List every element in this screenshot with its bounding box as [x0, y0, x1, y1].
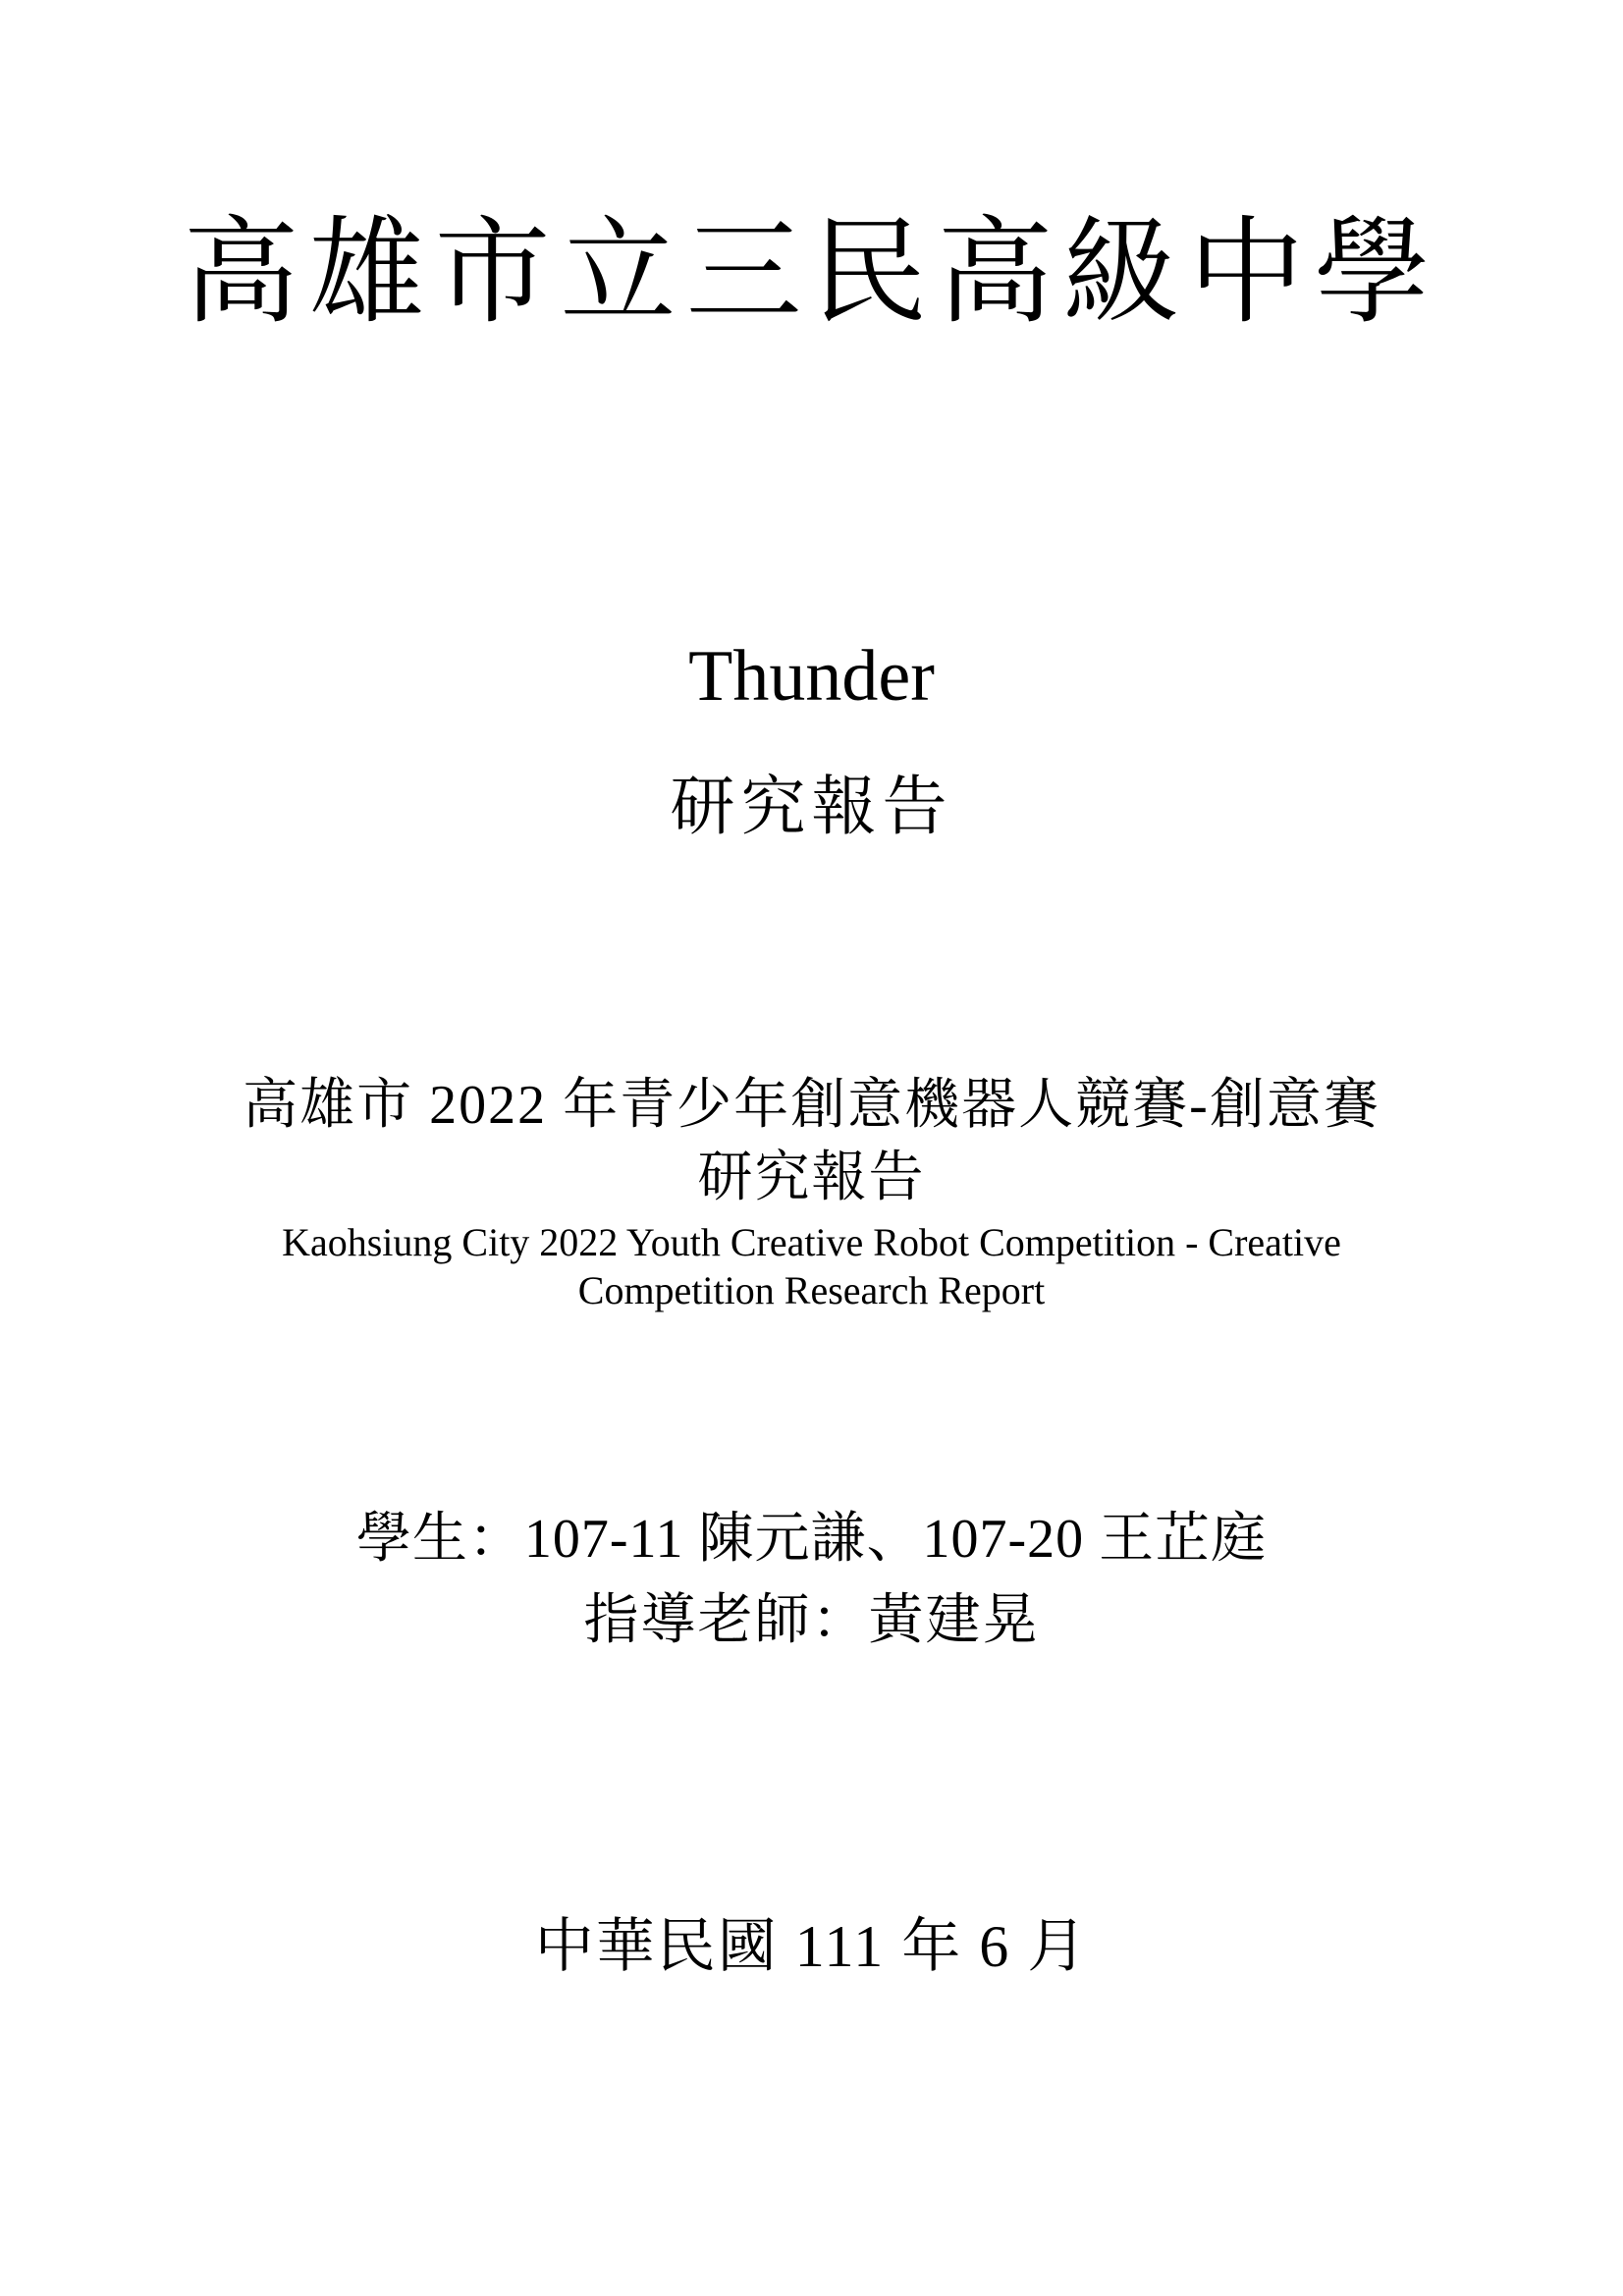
competition-title-english-line-2: Competition Research Report [577, 1268, 1046, 1312]
competition-title-chinese-line-1: 高雄市 2022 年青少年創意機器人競賽-創意賽 [243, 1075, 1380, 1136]
student-names: 學生：107-11 陳元謙、107-20 王芷庭 [355, 1509, 1268, 1570]
report-title: 研究報告 [670, 772, 953, 843]
report-date: 中華民國 111 年 6 月 [534, 1914, 1089, 1979]
school-name: 高雄市立三民高級中學 [183, 209, 1440, 338]
advisor-name: 指導老師：黃建晃 [583, 1590, 1040, 1651]
team-name: Thunder [688, 636, 935, 717]
competition-title-chinese-line-2: 研究報告 [697, 1148, 926, 1208]
competition-title-english-line-1: Kaohsiung City 2022 Youth Creative Robot Competition - Creative [282, 1220, 1341, 1264]
